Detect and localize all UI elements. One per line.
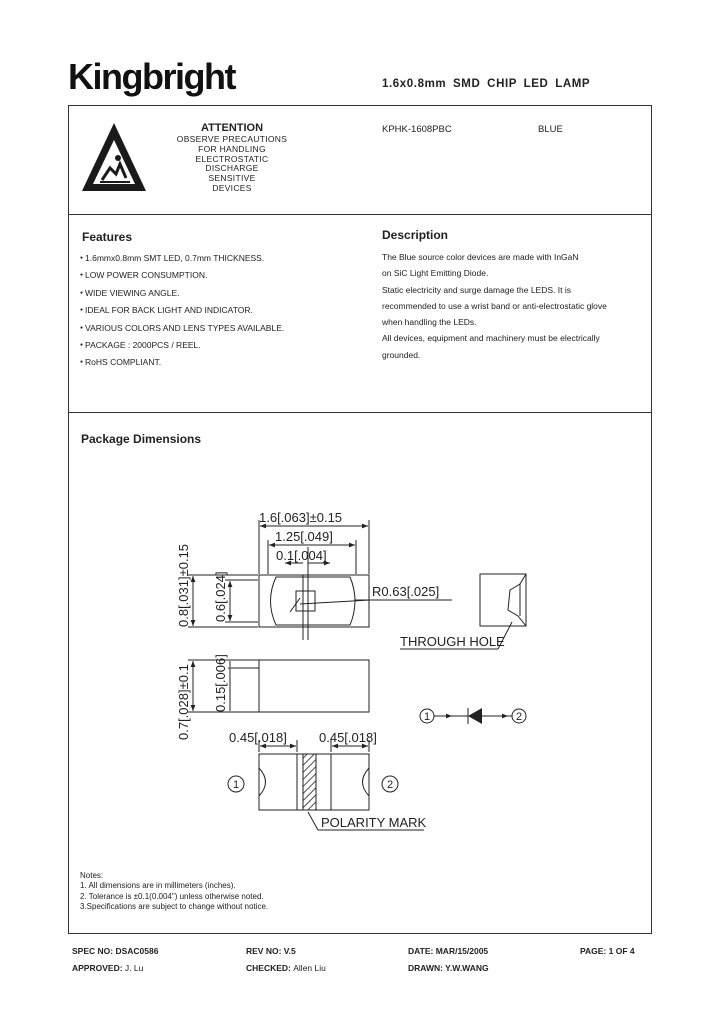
feature-item: ● LOW POWER CONSUMPTION. [80,267,284,284]
description-line: on SiC Light Emitting Diode. [382,268,489,279]
dim-height-outer: 0.8[.031]±0.15 [176,543,191,627]
notes [80,871,268,912]
attention-line: DEVICES [212,182,252,193]
diode-pin2-label: 2 [515,711,523,723]
description-heading: Description [382,228,449,242]
dim-side-outer: 0.7[.028]±0.1 [176,664,191,740]
description-line: Static electricity and surge damage the LEDS. It is [382,284,571,295]
pin1-label: 1 [232,779,240,791]
feature-item: ● IDEAL FOR BACK LIGHT AND INDICATOR. [80,302,284,319]
attention-line: SENSITIVE [208,173,256,184]
footer-date: DATE: MAR/15/2005 [408,946,489,956]
dim-height-inner: 0.6[.024] [213,571,228,622]
feature-item: ● RoHS COMPLIANT. [80,354,284,371]
brand-logo: Kingbright [68,56,235,97]
feature-item: ● 1.6mmx0.8mm SMT LED, 0.7mm THICKNESS. [80,250,284,267]
footer-checked: CHECKED: Allen Liu [246,963,326,973]
attention-title: ATTENTION [200,122,264,134]
footer-spec-no: SPEC NO: DSAC0586 [72,946,159,956]
document-title: 1.6x0.8mm SMD CHIP LED LAMP [382,78,591,90]
attention-line: ELECTROSTATIC [195,153,269,164]
dim-side-inner: 0.15[.006] [213,654,228,712]
description-line: recommended to use a wrist band or anti-electrostatic glove [382,300,607,311]
attention-line: OBSERVE PRECAUTIONS [176,134,288,144]
attention-line: FOR HANDLING [198,143,266,154]
feature-item: ● WIDE VIEWING ANGLE. [80,285,284,302]
note-item: 2. Tolerance is ±0.1(0.004") unless otherwise noted. [80,891,264,901]
diode-pin1-label: 1 [423,711,431,723]
attention-line: DISCHARGE [205,163,259,174]
feature-item: ● PACKAGE : 2000PCS / REEL. [80,337,284,354]
description-line: All devices, equipment and machinery must be electrically [382,333,600,344]
polarity-mark-label: POLARITY MARK [321,815,427,830]
note-item: 3.Specifications are subject to change without notice. [80,901,269,911]
footer-rev: REV NO: V.5 [246,946,296,956]
footer-drawn: DRAWN: Y.W.WANG [408,963,489,973]
package-heading: Package Dimensions [81,432,202,446]
description-line: grounded. [382,349,421,360]
description-line: when handling the LEDs. [382,317,477,328]
part-number: KPHK-1608PBC [382,124,452,135]
through-hole-label: THROUGH HOLE [400,634,505,649]
dim-radius: R0.63[.025] [372,584,440,599]
footer-page: PAGE: 1 OF 4 [580,946,635,956]
dim-center-width: 0.1[.004] [276,548,327,563]
part-color: BLUE [538,124,563,135]
features-heading: Features [82,230,133,244]
feature-item: ● VARIOUS COLORS AND LENS TYPES AVAILABLE. [80,320,284,337]
dim-inner-length: 1.25[.049] [275,529,333,544]
dim-top-length: 1.6[.063]±0.15 [259,510,343,525]
footer-approved: APPROVED: J. Lu [72,963,144,973]
dim-pad-left: 0.45[.018] [229,730,287,745]
pin2-label: 2 [386,779,394,791]
notes-title: Notes: [80,871,104,880]
note-item: 1. All dimensions are in millimeters (inches). [80,881,236,891]
dim-pad-right: 0.45[.018] [319,730,377,745]
description-line: The Blue source color devices are made with InGaN [382,252,579,262]
